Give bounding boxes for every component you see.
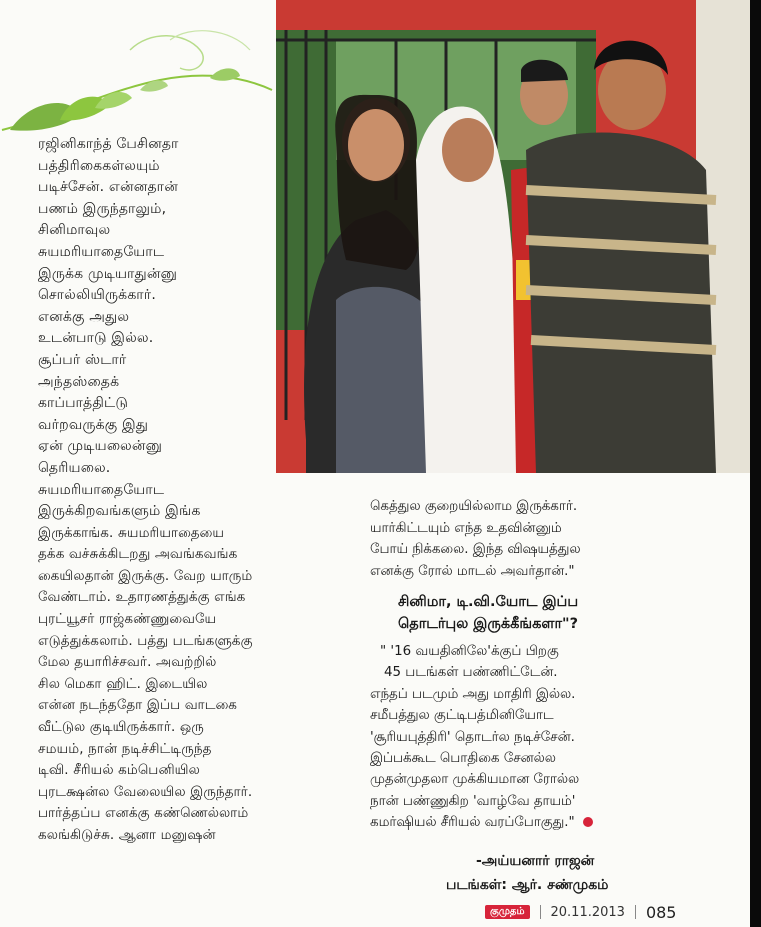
footer-separator: [635, 905, 636, 919]
text-line: சினிமாவுல: [38, 222, 111, 239]
page-edge: [750, 0, 761, 927]
text-line: சுயமரியாதையோட: [38, 243, 165, 260]
text-line: டிவி. சீரியல் கம்பெனியில: [38, 763, 200, 779]
text-line: கையிலதான் இருக்கு. வேற யாரும்: [38, 568, 253, 584]
text-line: கெத்துல குறையில்லாம இருக்கார்.: [370, 499, 578, 514]
text-line: 45 படங்கள் பண்ணிட்டேன்.: [384, 665, 558, 681]
text-line: சமயம், நான் நடிச்சிட்டிருந்த: [38, 741, 212, 757]
text-line: எனக்கு அதுல: [38, 308, 130, 325]
text-line: வர்றவருக்கு இது: [38, 416, 149, 433]
page-number: 085: [645, 902, 677, 922]
vine-decoration: [0, 20, 275, 140]
text-line: சூப்பர் ஸ்டார்: [38, 351, 127, 368]
issue-date: 20.11.2013: [550, 904, 625, 920]
text-line: தெரியலை.: [38, 459, 111, 476]
text-line: புரட்யூசர் ராஜ்கண்ணுவையே: [38, 612, 217, 628]
text-line: முதன்முதலா முக்கியமான ரோல்ல: [370, 772, 580, 788]
text-line: 'சூரியபுத்திரி' தொடர்ல நடிச்சேன்.: [370, 729, 575, 745]
text-line: புரடக்ஷன்ல வேலையில இருந்தார்.: [38, 784, 253, 800]
text-line: வேண்டாம். உதாரணத்துக்கு எங்க: [38, 590, 246, 606]
text-line: பார்த்தப்ப எனக்கு கண்ணெல்லாம்: [38, 806, 249, 822]
text-line: படிச்சேன். என்னதான்: [38, 179, 178, 196]
left-column-text: [38, 134, 358, 847]
text-line: தக்க வச்சுக்கிடறது அவங்கவங்க: [38, 547, 238, 563]
page-footer: [485, 902, 676, 922]
text-line: காப்பாத்திட்டு: [38, 395, 129, 412]
text-line: வீட்டுல குடியிருக்கார். ஒரு: [38, 720, 204, 736]
text-line: அந்தஸ்தைக்: [38, 373, 120, 390]
question-line: சினிமா, டி.வி.யோட இப்ப: [398, 594, 579, 610]
text-line: இருக்காங்க. சுயமரியாதையை: [38, 525, 225, 541]
text-line-content: கமர்ஷியல் சீரியல் வரப்போகுது.": [370, 815, 575, 831]
text-line: பத்திரிகைகள்லயும்: [38, 157, 160, 174]
text-line: " '16 வயதினிலே'க்குப் பிறகு: [380, 644, 559, 659]
text-line: எந்தப் படமும் அது மாதிரி இல்ல.: [370, 686, 576, 702]
text-line: இருக்கிறவங்களும் இங்க: [38, 503, 201, 520]
text-line: ஏன் முடியலைன்னு: [38, 438, 163, 455]
text-line: நான் பண்ணுகிற 'வாழ்வே தாயம்': [370, 793, 576, 809]
right-column-top-text: [370, 496, 670, 582]
text-line: ரஜினிகாந்த் பேசினதா: [38, 136, 179, 152]
kumudam-logo: குமுதம்: [485, 905, 530, 919]
text-line: இப்பக்கூட பொதிகை சேனல்ல: [370, 751, 556, 767]
end-dot-icon: [583, 817, 593, 827]
text-line: உடன்பாடு இல்ல.: [38, 330, 154, 347]
text-line: கலங்கிடுச்சு. ஆனா மனுஷன்: [38, 828, 216, 843]
photo-credits: படங்கள்: ஆர். சண்முகம்: [446, 877, 609, 893]
text-line: யார்கிட்டயும் எந்த உதவின்னும்: [370, 520, 562, 536]
footer-separator: [540, 905, 541, 919]
text-line: போய் நிக்கலை. இந்த விஷயத்துல: [370, 542, 581, 558]
text-line: சில மெகா ஹிட். இடையில: [38, 676, 208, 692]
text-line: எனக்கு ரோல் மாடல் அவர்தான்.": [370, 563, 575, 579]
text-line: சமீபத்துல குட்டிபத்மினியோட: [370, 708, 554, 724]
question-line: தொடர்புல இருக்கீங்களா"?: [398, 616, 578, 632]
text-line: சொல்லியிருக்கார்.: [38, 287, 156, 304]
text-line: [370, 812, 593, 833]
text-line: எடுத்துக்கலாம். பத்து படங்களுக்கு: [38, 633, 253, 649]
interview-question: [398, 591, 578, 635]
text-line: மேல தயாரிச்சவர். அவற்றில்: [38, 655, 217, 671]
text-line: இருக்க முடியாதுன்னு: [38, 265, 178, 282]
text-line: பணம் இருந்தாலும்,: [38, 200, 167, 217]
author-byline: -அய்யனார் ராஜன்: [476, 853, 595, 869]
text-line: சுயமரியாதையோட: [38, 481, 165, 498]
text-line: என்ன நடந்ததோ இப்ப வாடகை: [38, 698, 238, 714]
interview-answer: [370, 641, 593, 834]
